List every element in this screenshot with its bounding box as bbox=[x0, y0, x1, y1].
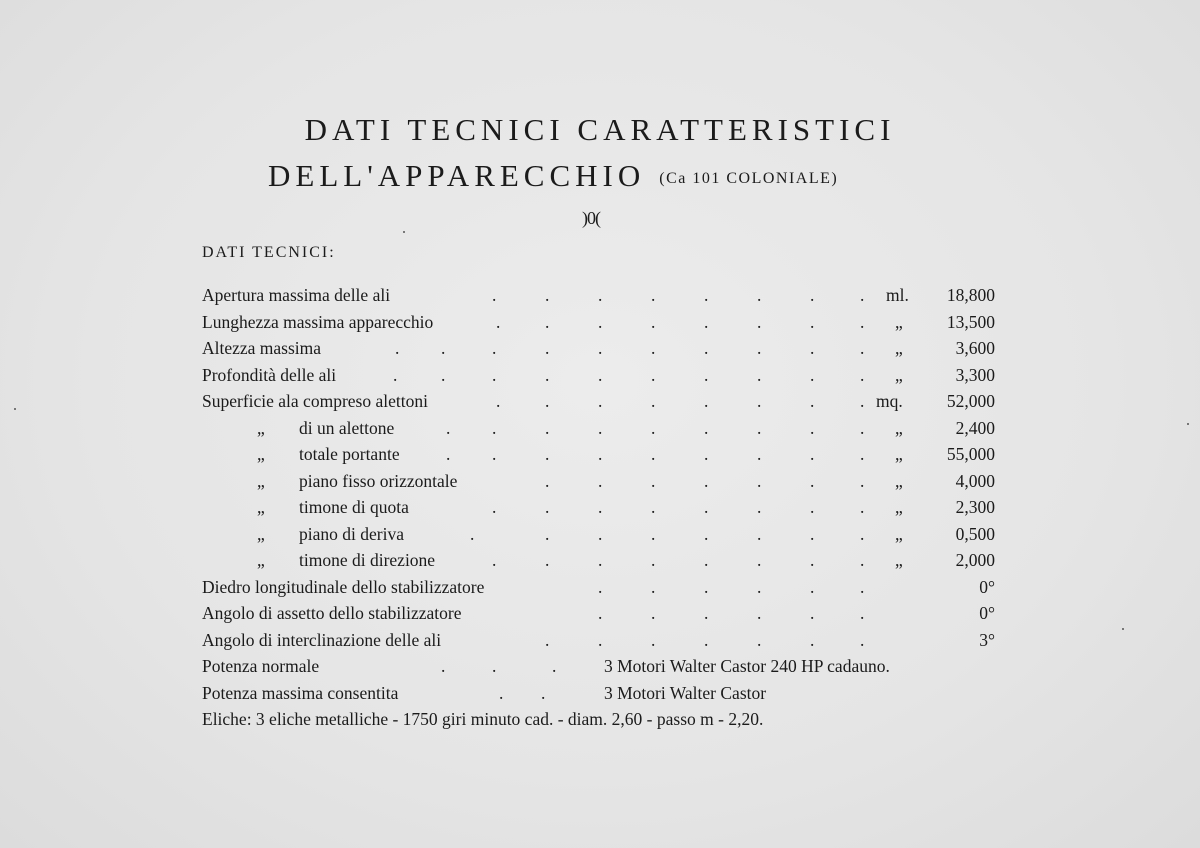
spec-unit: „ bbox=[895, 417, 903, 438]
paper-speck bbox=[1187, 423, 1189, 425]
spec-unit: „ bbox=[895, 364, 903, 385]
spec-row: Diedro longitudinale dello stabilizzatore . . . . . . 0° bbox=[202, 576, 995, 597]
ditto-mark: „ bbox=[257, 497, 265, 517]
spec-row bbox=[0, 709, 1200, 736]
spec-label: Superficie ala compreso alettoni bbox=[202, 391, 428, 411]
spec-row: „ piano fisso orizzontale . . . . . . . „ 4,000 bbox=[257, 470, 995, 491]
spec-label: di un alettone bbox=[299, 417, 395, 438]
spec-value: 52,000 bbox=[946, 391, 995, 411]
spec-label: piano di deriva bbox=[299, 523, 404, 544]
spec-value: 13,500 bbox=[946, 311, 995, 332]
spec-value: 3,300 bbox=[955, 364, 995, 385]
spec-row: Apertura massima delle ali . . . . . . . . ml. 18,800 bbox=[202, 285, 995, 305]
spec-unit: „ bbox=[895, 497, 903, 517]
ditto-mark: „ bbox=[257, 470, 265, 491]
spec-value: 2,000 bbox=[955, 550, 995, 570]
spec-row: „ totale portante . . . . . . . . . „ 55,000 bbox=[257, 444, 995, 464]
spec-unit: „ bbox=[895, 444, 903, 464]
subtitle-main: DELL'APPARECCHIO bbox=[268, 158, 646, 193]
section-heading: DATI TECNICI: bbox=[202, 244, 336, 261]
spec-value: 2,300 bbox=[955, 497, 995, 517]
spec-label: Angolo di interclinazione delle ali bbox=[202, 629, 442, 650]
spec-label: timone di direzione bbox=[299, 550, 436, 570]
ornament-divider: )0( bbox=[582, 208, 600, 228]
spec-value: 0,500 bbox=[955, 523, 995, 544]
spec-label: Apertura massima delle ali bbox=[202, 285, 391, 305]
spec-unit: „ bbox=[895, 311, 903, 332]
spec-label: Potenza normale bbox=[202, 656, 320, 676]
subtitle-model: (Ca 101 COLONIALE) bbox=[659, 170, 839, 187]
ditto-mark: „ bbox=[257, 550, 265, 570]
spec-row: Potenza massima consentita . . 3 Motori Walter Castor bbox=[202, 682, 767, 703]
ditto-mark: „ bbox=[257, 417, 265, 438]
spec-unit: mq. bbox=[876, 391, 903, 411]
spec-label: Lunghezza massima apparecchio bbox=[202, 311, 434, 332]
spec-row: „ piano di deriva . . . . . . . . „ 0,500 bbox=[257, 523, 995, 544]
spec-unit: „ bbox=[895, 338, 903, 358]
spec-label: totale portante bbox=[299, 444, 400, 464]
spec-unit: „ bbox=[895, 523, 903, 544]
spec-value: 18,800 bbox=[946, 285, 995, 305]
spec-label: Altezza massima bbox=[202, 338, 322, 358]
spec-value: 2,400 bbox=[955, 417, 995, 438]
spec-row: Altezza massima . . . . . . . . . . „ 3,600 bbox=[202, 338, 995, 358]
spec-row: „ timone di quota . . . . . . . . „ 2,300 bbox=[257, 497, 995, 517]
spec-label: Angolo di assetto dello stabilizzatore bbox=[202, 603, 462, 623]
paper-speck bbox=[14, 408, 16, 410]
spec-value: 3,600 bbox=[955, 338, 995, 358]
spec-value: 55,000 bbox=[946, 444, 995, 464]
spec-row: Superficie ala compreso alettoni . . . . . . . . mq. 52,000 bbox=[202, 391, 995, 411]
spec-engine: 3 Motori Walter Castor 240 HP cadauno. bbox=[604, 656, 890, 676]
paper-speck bbox=[403, 231, 405, 233]
spec-label: Eliche: 3 eliche metalliche - 1750 giri minuto cad. - diam. 2,60 - passo m - 2,20. bbox=[202, 709, 764, 729]
spec-label: Potenza massima consentita bbox=[202, 682, 399, 703]
spec-engine: 3 Motori Walter Castor bbox=[604, 682, 767, 703]
spec-label: piano fisso orizzontale bbox=[299, 470, 458, 491]
spec-row: Lunghezza massima apparecchio . . . . . . . . „ 13,500 bbox=[202, 311, 995, 332]
spec-unit: „ bbox=[895, 470, 903, 491]
spec-unit: ml. bbox=[886, 285, 909, 305]
spec-label: timone di quota bbox=[299, 497, 409, 517]
spec-label: Diedro longitudinale dello stabilizzatore bbox=[202, 576, 485, 597]
spec-row: „ timone di direzione . . . . . . . . „ 2,000 bbox=[257, 550, 995, 570]
spec-row: Potenza normale . . . 3 Motori Walter Castor 240 HP cadauno. bbox=[202, 656, 890, 676]
page-subtitle bbox=[268, 158, 838, 194]
spec-table bbox=[0, 285, 1200, 736]
ditto-mark: „ bbox=[257, 444, 265, 464]
spec-row: „ di un alettone . . . . . . . . . „ 2,400 bbox=[257, 417, 995, 438]
spec-value: 0° bbox=[979, 576, 995, 597]
spec-row: Angolo di interclinazione delle ali . . . . . . . 3° bbox=[202, 629, 995, 650]
ditto-mark: „ bbox=[257, 523, 265, 544]
spec-value: 3° bbox=[979, 629, 995, 650]
spec-value: 0° bbox=[979, 603, 995, 623]
page-title: DATI TECNICI CARATTERISTICI bbox=[304, 112, 896, 147]
spec-row: Profondità delle ali . . . . . . . . . . „ 3,300 bbox=[202, 364, 995, 385]
spec-label: Profondità delle ali bbox=[202, 364, 337, 385]
spec-row: Angolo di assetto dello stabilizzatore . . . . . . 0° bbox=[202, 603, 995, 623]
spec-unit: „ bbox=[895, 550, 903, 570]
spec-value: 4,000 bbox=[955, 470, 995, 491]
paper-speck bbox=[1122, 628, 1124, 630]
